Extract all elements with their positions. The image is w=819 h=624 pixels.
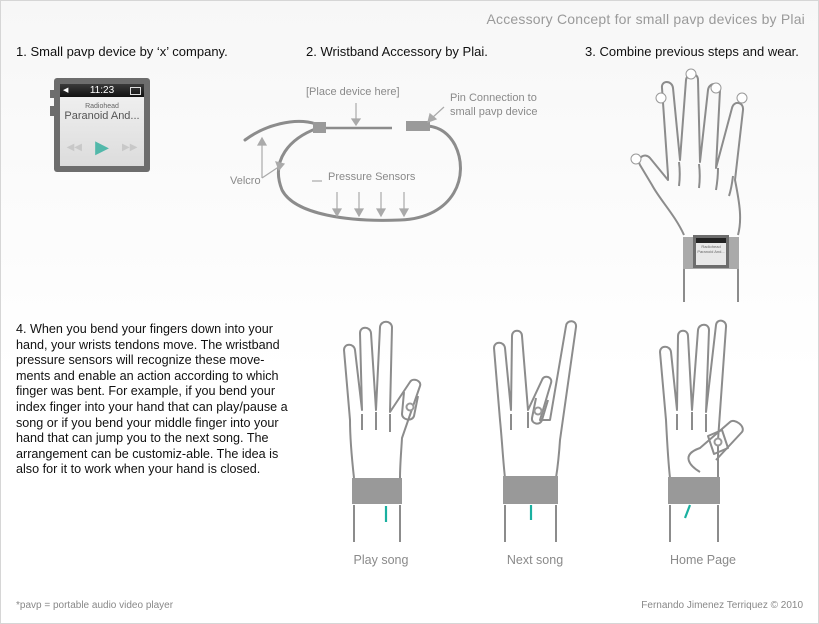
device-song: Paranoid And... xyxy=(64,110,140,122)
footnote: *pavp = portable audio video player xyxy=(16,600,174,611)
play-indicator-icon: ◀ xyxy=(63,87,69,94)
next-song-hand xyxy=(494,321,576,542)
next-icon: ▶▶ xyxy=(122,142,138,153)
mini-device-song: Paranoid And... xyxy=(697,249,725,254)
place-device-label: [Place device here] xyxy=(306,86,400,98)
wristband-home xyxy=(668,477,720,504)
step-3-heading: 3. Combine previous steps and wear. xyxy=(585,44,799,59)
page-title: Accessory Concept for small pavp devices by Plai xyxy=(486,11,805,27)
pin-connection-label: Pin Connection to small pavp device xyxy=(450,92,538,118)
device-time: 11:23 xyxy=(89,85,115,96)
mini-device-artist: Radiohead xyxy=(701,244,721,249)
wristband-play xyxy=(352,478,402,504)
step-4-description: 4. When you bend your fingers down into your hand, your wrists tendons move. The wristband pressure sensors will recognize these move-ments and enable an action according to which finger was bent. For example, if you bend your index finger into your hand that can play/pause a song or if you bend your middle finger into your hand that can jump you to the next song. The arrangement can be customiz-able. The idea is also for it to work when your hand is closed. xyxy=(16,322,288,477)
velcro-label: Velcro xyxy=(230,175,261,187)
wristband-next xyxy=(503,476,558,504)
play-icon: ▶ xyxy=(95,137,109,157)
caption-next-song: Next song xyxy=(506,553,564,567)
tendon-home xyxy=(685,505,690,518)
credit: Fernando Jimenez Terriquez © 2010 xyxy=(641,600,803,611)
caption-play-song: Play song xyxy=(353,553,409,567)
step-2-heading: 2. Wristband Accessory by Plai. xyxy=(306,44,488,59)
pressure-sensors-label: Pressure Sensors xyxy=(328,171,416,183)
step-1-heading: 1. Small pavp device by ‘x’ company. xyxy=(16,44,228,59)
thumb-fold xyxy=(688,421,742,472)
home-page-hand xyxy=(660,321,743,542)
play-song-hand xyxy=(344,322,420,542)
previous-icon: ◀◀ xyxy=(66,142,82,153)
caption-home-page: Home Page xyxy=(669,553,736,567)
device-artist: Radiohead xyxy=(85,103,119,110)
